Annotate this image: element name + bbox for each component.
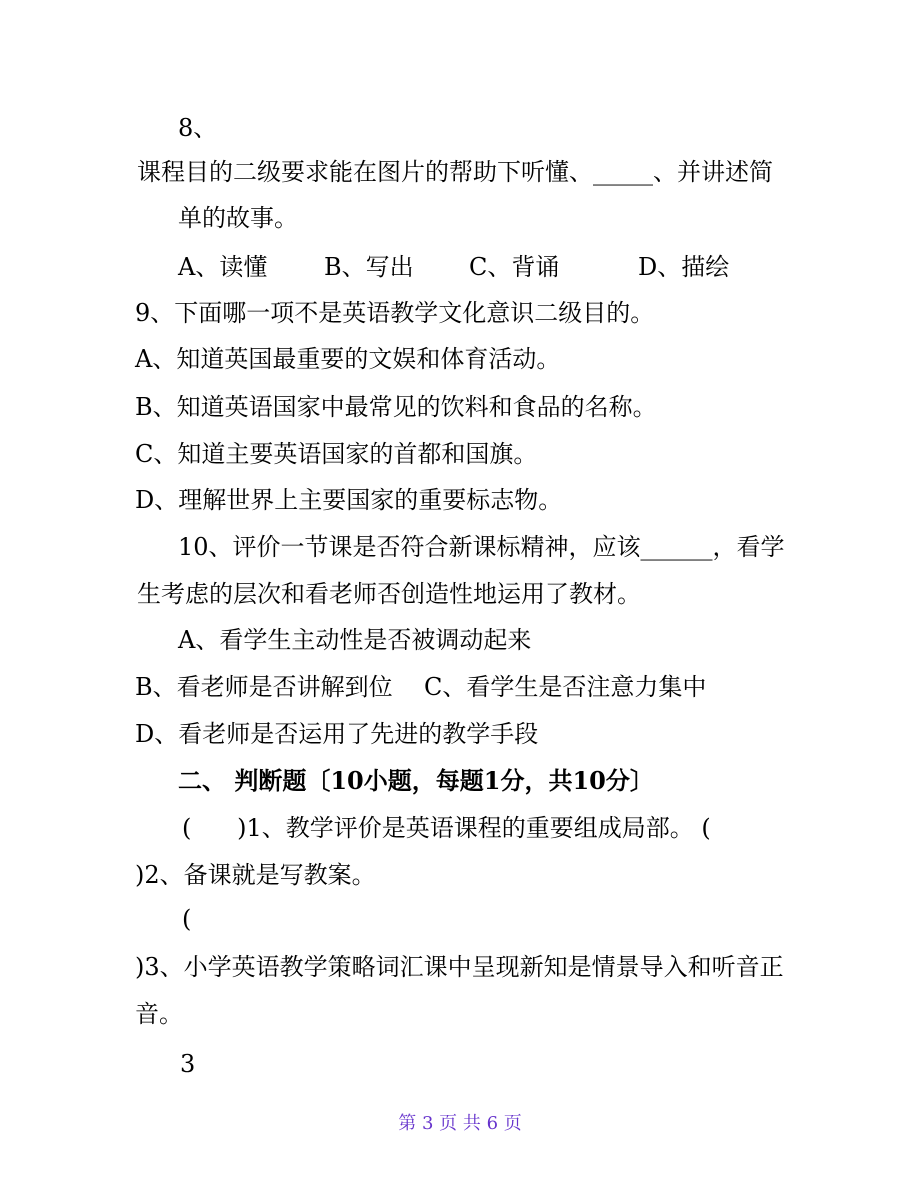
q10-option-b: B、看老师是否讲解到位 xyxy=(135,673,393,701)
q8-stem-line2: 单的故事。 xyxy=(178,204,298,232)
q9-option-d: D、理解世界上主要国家的重要标志物。 xyxy=(135,486,563,514)
judgement-3-line2: 音。 xyxy=(135,1000,183,1028)
q9-stem: 9、下面哪一项不是英语教学文化意识二级目的。 xyxy=(135,299,655,327)
q8-stem-line1: 课程目的二级要求能在图片的帮助下听懂、_____、并讲述简 xyxy=(137,158,773,186)
q9-option-a: A、知道英国最重要的文娱和体育活动。 xyxy=(135,345,561,373)
trailing-number: 3 xyxy=(180,1050,196,1078)
judgement-3-line1: )3、小学英语教学策略词汇课中呈现新知是情景导入和听音正 xyxy=(135,953,784,981)
judgement-1: ( )1、教学评价是英语课程的重要组成局部。 ( xyxy=(182,814,711,842)
q8-option-b: B、写出 xyxy=(324,253,414,281)
judgement-2: )2、备课就是写教案。 xyxy=(135,861,376,889)
q10-option-a: A、看学生主动性是否被调动起来 xyxy=(178,626,532,654)
q8-option-c: C、背诵 xyxy=(469,253,560,281)
page-footer: 第 3 页 共 6 页 xyxy=(398,1113,522,1134)
q10-option-d: D、看老师是否运用了先进的教学手段 xyxy=(135,720,539,748)
judgement-3-open-paren: ( xyxy=(182,905,192,933)
q9-option-c: C、知道主要英语国家的首都和国旗。 xyxy=(135,440,538,468)
q9-option-b: B、知道英语国家中最常见的饮料和食品的名称。 xyxy=(135,393,657,421)
q8-option-a: A、读懂 xyxy=(178,253,268,281)
q10-option-c: C、看学生是否注意力集中 xyxy=(424,673,707,701)
q8-option-d: D、描绘 xyxy=(638,253,730,281)
q10-stem-line2: 生考虑的层次和看老师否创造性地运用了教材。 xyxy=(137,580,641,608)
q8-number: 8、 xyxy=(178,114,218,142)
section2-title: 二、 判断题〔10小题，每题1分，共10分〕 xyxy=(178,766,654,795)
q10-stem-line1: 10、评价一节课是否符合新课标精神，应该______，看学 xyxy=(178,533,785,561)
